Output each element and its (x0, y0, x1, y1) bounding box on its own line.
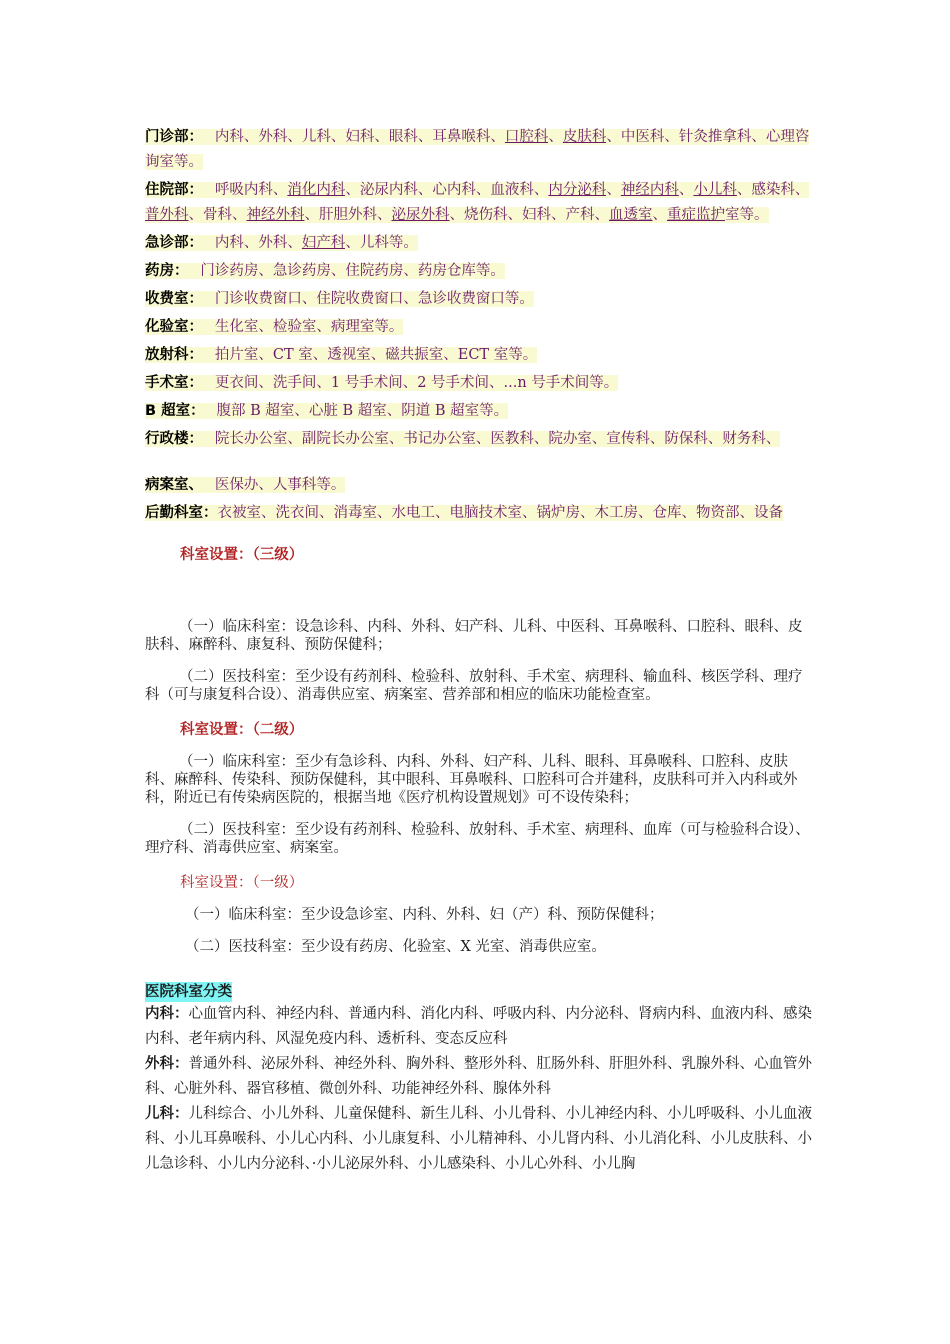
department-link[interactable]: 血透室 (609, 207, 653, 223)
department-entry (145, 501, 815, 526)
department-label: B 超室： (145, 403, 198, 419)
department-label: 后勤科室： (145, 505, 218, 521)
department-list (145, 125, 815, 452)
department-text: 、 (678, 182, 694, 198)
department-label: 病案室、 (145, 477, 196, 493)
department-text: 、 (606, 182, 621, 198)
label-gap (196, 291, 215, 307)
classification-text: 心血管内科、神经内科、普通内科、消化内科、呼吸内科、内分泌科、肾病内科、血液内科、感染内科、老年病内科、风湿免疫内科、透析科、变态反应科 (145, 1006, 812, 1047)
department-link[interactable]: 神经内科 (620, 182, 679, 198)
department-entry (145, 315, 815, 340)
department-link[interactable]: 内分泌科 (548, 182, 607, 198)
department-text: 、 (548, 129, 563, 145)
department-text: 、感染科、 (736, 182, 810, 198)
label-gap (196, 375, 215, 391)
department-text: 、泌尿内科、心内科、血液科、 (345, 182, 549, 198)
level3-medtech: （二）医技科室：至少设有药剂科、检验科、放射科、手术室、病理科、输血科、核医学科、理疗科（可与康复科合设）、消毒供应室、病案室、营养部和相应的临床功能检查室。 (145, 669, 803, 703)
classification-text: 普通外科、泌尿外科、神经外科、胸外科、整形外科、肛肠外科、肝胆外科、乳腺外科、心血管外科、心脏外科、器官移植、微创外科、功能神经外科、腺体外科 (145, 1056, 812, 1097)
department-text: 室等。 (725, 207, 769, 223)
department-entry (145, 178, 815, 228)
department-label: 手术室： (145, 375, 196, 391)
level1-medtech: （二）医技科室：至少设有药房、化验室、X 光室、消毒供应室。 (185, 939, 606, 955)
department-link[interactable]: 神经外科 (246, 207, 305, 223)
department-text: 衣被室、洗衣间、消毒室、水电工、电脑技术室、锅炉房、木工房、仓库、物资部、设备 (217, 505, 783, 521)
department-text: 门诊收费窗口、住院收费窗口、急诊收费窗口等。 (214, 291, 534, 307)
department-text: 腹部 B 超室、心脏 B 超室、阴道 B 超室等。 (216, 403, 509, 419)
department-text: 、中医科、针灸推拿科、心理咨询室等。 (145, 129, 810, 170)
department-label: 药房： (145, 263, 182, 279)
classification-label: 外科： (145, 1056, 189, 1072)
department-label: 放射科： (145, 347, 196, 363)
classification-text: 儿科综合、小儿外科、儿童保健科、新生儿科、小儿骨科、小儿神经内科、小儿呼吸科、小儿血液科、小儿耳鼻喉科、小儿心内科、小儿康复科、小儿精神科、小儿肾内科、小儿消化科、小儿皮肤科、小 儿急诊科、小儿内分泌科、·小儿泌尿外科、小儿感染科、小儿心外科、小儿胸 (145, 1106, 812, 1172)
classification-item (145, 1052, 815, 1102)
department-label: 化验室： (145, 319, 196, 335)
department-text: 门诊药房、急诊药房、住院药房、药房仓库等。 (200, 263, 505, 279)
department-link[interactable]: 小儿科 (693, 182, 737, 198)
department-label: 门诊部： (145, 129, 196, 145)
department-text: 拍片室、CT 室、透视室、磁共振室、ECT 室等。 (214, 347, 538, 363)
department-link[interactable]: 皮肤科 (562, 129, 607, 145)
level3-clinical: （一）临床科室：设急诊科、内科、外科、妇产科、儿科、中医科、耳鼻喉科、口腔科、眼科、皮肤科、麻醉科、康复科、预防保健科； (145, 619, 803, 653)
department-entry (145, 231, 815, 256)
classification-label: 内科： (145, 1006, 189, 1022)
classification-label: 儿科： (145, 1106, 189, 1122)
department-link[interactable]: 妇产科 (301, 235, 346, 251)
level2-title: 科室设置：（二级） (180, 722, 304, 738)
department-text: 院长办公室、副院长办公室、书记办公室、医教科、院办室、宣传科、防保科、财务科、 (214, 431, 781, 447)
department-text: 呼吸内科、 (214, 182, 288, 198)
level2-medtech: （二）医技科室：至少设有药剂科、检验科、放射科、手术室、病理科、血库（可与检验科合设）、理疗科、消毒供应室、病案室。 (145, 822, 810, 856)
label-gap (196, 347, 215, 363)
department-link[interactable]: 普外科 (145, 207, 189, 223)
department-text: 更衣间、洗手间、1 号手术间、2 号手术间、...n 号手术间等。 (214, 375, 619, 391)
document-page (145, 125, 815, 1177)
department-link[interactable]: 重症监护 (667, 207, 725, 223)
department-entry (145, 399, 815, 424)
department-link[interactable]: 消化内科 (287, 182, 346, 198)
department-link[interactable]: 泌尿外科 (391, 207, 450, 223)
level1-clinical: （一）临床科室：至少设急诊室、内科、外科、妇（产）科、预防保健科； (185, 907, 664, 923)
department-text: 生化室、检验室、病理室等。 (214, 319, 404, 335)
department-text: 内科、外科、儿科、妇科、眼科、耳鼻喉科、 (214, 129, 505, 145)
label-gap (197, 403, 216, 419)
department-entry (145, 287, 815, 312)
label-gap (196, 477, 215, 493)
level3-title: 科室设置：（三级） (180, 547, 304, 563)
department-label: 住院部： (145, 182, 196, 198)
label-gap (196, 431, 215, 447)
department-label: 行政楼： (145, 431, 196, 447)
department-text: 、肝胆外科、 (304, 207, 392, 223)
department-text: 、烧伤科、妇科、产科、 (449, 207, 609, 223)
department-text: 、 (652, 207, 667, 223)
classification-title: 医院科室分类 (145, 984, 232, 1000)
label-gap (196, 235, 215, 251)
level1-title: 科室设置：（一级） (180, 875, 304, 891)
department-entry (145, 343, 815, 368)
label-gap (181, 263, 200, 279)
department-label: 收费室： (145, 291, 196, 307)
label-gap (196, 319, 215, 335)
classification-list (145, 1002, 815, 1177)
department-entry (145, 259, 815, 284)
department-text: 、儿科等。 (345, 235, 418, 251)
label-gap (196, 182, 215, 198)
department-entry (145, 125, 815, 175)
department-text: 内科、外科、 (214, 235, 302, 251)
label-gap (196, 129, 215, 145)
department-text: 、骨科、 (188, 207, 247, 223)
level2-clinical: （一）临床科室：至少有急诊科、内科、外科、妇产科、儿科、眼科、耳鼻喉科、口腔科、皮肤科、麻醉科、传染科、预防保健科，其中眼科、耳鼻喉科、口腔科可合并建科，皮肤科可并入内科或外科，附近已有传染病医院的，根据当地《医疗机构设置规划》可不设传染科； (145, 754, 798, 806)
department-list-2 (145, 473, 815, 526)
department-entry (145, 371, 815, 396)
department-entry (145, 473, 815, 498)
department-label: 急诊部： (145, 235, 196, 251)
classification-item (145, 1002, 815, 1052)
department-text: 医保办、人事科等。 (214, 477, 346, 493)
department-link[interactable]: 口腔科 (504, 129, 549, 145)
classification-item (145, 1102, 815, 1177)
department-entry (145, 427, 815, 452)
